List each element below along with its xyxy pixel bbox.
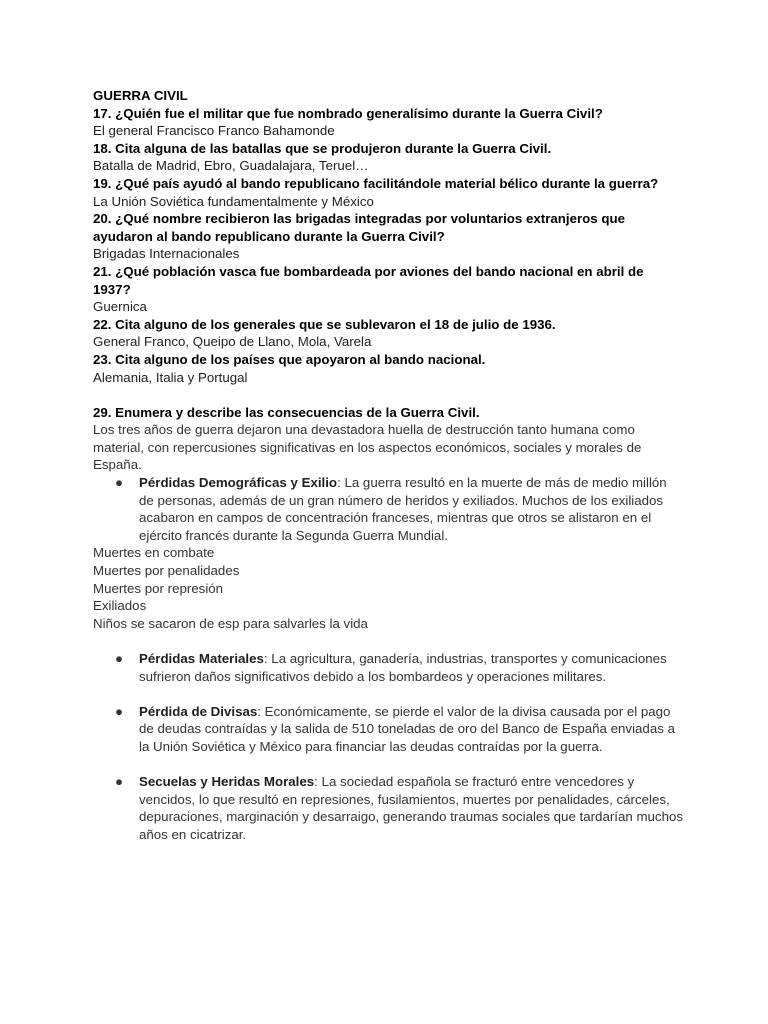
document-page: [93, 87, 683, 844]
bullet-text: : La sociedad española se fracturó entre vencedores y vencidos, lo que resultó en represiones, fusilamientos, muertes por penalidades, cárceles, depuraciones, marginación y desarraigo, generando traumas sociales que tardarían muchos años en cicatrizar.: [139, 774, 684, 842]
answer-18: Batalla de Madrid, Ebro, Guadalajara, Teruel…: [93, 158, 369, 174]
answer-17: El general Francisco Franco Bahamonde: [93, 123, 335, 139]
question-17: 17. ¿Quién fue el militar que fue nombrado generalísimo durante la Guerra Civil?: [93, 105, 603, 121]
bullet-dot-icon: ●: [115, 475, 124, 491]
bullet-title: Pérdida de Divisas: [139, 703, 258, 719]
blank-line: [93, 756, 683, 774]
bullet-currency-loss: [93, 703, 683, 756]
bullet-text: : La guerra resultó en la muerte de más de medio millón de personas, además de un gran número de heridos y exiliados. Muchos de los exiliados acabaron en campos de concentración franceses, mientras que otros se alistaron en el ejército francés durante la Segunda Guerra Mundial.: [139, 475, 667, 543]
note-line: Exiliados: [93, 598, 147, 614]
document-title: GUERRA CIVIL: [93, 88, 188, 103]
bullet-dot-icon: ●: [115, 703, 124, 719]
consequences-list-2: [93, 650, 683, 844]
answer-19: La Unión Soviética fundamentalmente y México: [93, 193, 374, 209]
bullet-demographic-losses: [93, 474, 683, 544]
question-19: 19. ¿Qué país ayudó al bando republicano facilitándole material bélico durante la guerra?: [93, 175, 659, 191]
question-22: 22. Cita alguno de los generales que se sublevaron el 18 de julio de 1936.: [93, 316, 556, 332]
bullet-title: Secuelas y Heridas Morales: [139, 774, 315, 790]
bullet-text: : Económicamente, se pierde el valor de la divisa causada por el pago de deudas contraídas y la salida de 510 toneladas de oro del Banco de España enviadas a la Unión Soviética y México para financiar las deudas contraídas por la guerra.: [139, 703, 675, 754]
question-18: 18. Cita alguna de las batallas que se produjeron durante la Guerra Civil.: [93, 140, 552, 156]
answer-21: Guernica: [93, 299, 147, 315]
note-line: Muertes por represión: [93, 580, 224, 596]
bullet-material-losses: [93, 650, 683, 685]
question-29-intro: Los tres años de guerra dejaron una devastadora huella de destrucción tanto humana como material, con repercusiones significativas en los aspectos económicos, sociales y morales de España.: [93, 422, 642, 473]
bullet-dot-icon: ●: [115, 774, 124, 790]
answer-22: General Franco, Queipo de Llano, Mola, Varela: [93, 334, 372, 350]
bullet-dot-icon: ●: [115, 651, 124, 666]
note-line: Muertes en combate: [93, 545, 215, 561]
consequences-list-1: [93, 474, 683, 544]
bullet-text: : La agricultura, ganadería, industrias, transportes y comunicaciones sufrieron daños significativos debido a los bombardeos y operaciones militares.: [139, 651, 667, 684]
answer-20: Brigadas Internacionales: [93, 246, 240, 262]
question-23: 23. Cita alguno de los países que apoyaron al bando nacional.: [93, 351, 486, 367]
question-21: 21. ¿Qué población vasca fue bombardeada por aviones del bando nacional en abril de 1937?: [93, 263, 644, 297]
question-20: 20. ¿Qué nombre recibieron las brigadas integradas por voluntarios extranjeros que ayudaron al bando republicano durante la Guerra Civil?: [93, 211, 626, 244]
bullet-title: Pérdidas Materiales: [139, 651, 264, 666]
note-line: Muertes por penalidades: [93, 563, 240, 579]
blank-line: [93, 632, 683, 650]
answer-23: Alemania, Italia y Portugal: [93, 369, 248, 385]
blank-line: [93, 685, 683, 703]
note-line: Niños se sacaron de esp para salvarles la vida: [93, 615, 368, 631]
question-29: 29. Enumera y describe las consecuencias de la Guerra Civil.: [93, 404, 480, 420]
bullet-moral-wounds: [93, 773, 683, 843]
blank-line: [93, 386, 683, 404]
bullet-title: Pérdidas Demográficas y Exilio: [139, 475, 338, 491]
